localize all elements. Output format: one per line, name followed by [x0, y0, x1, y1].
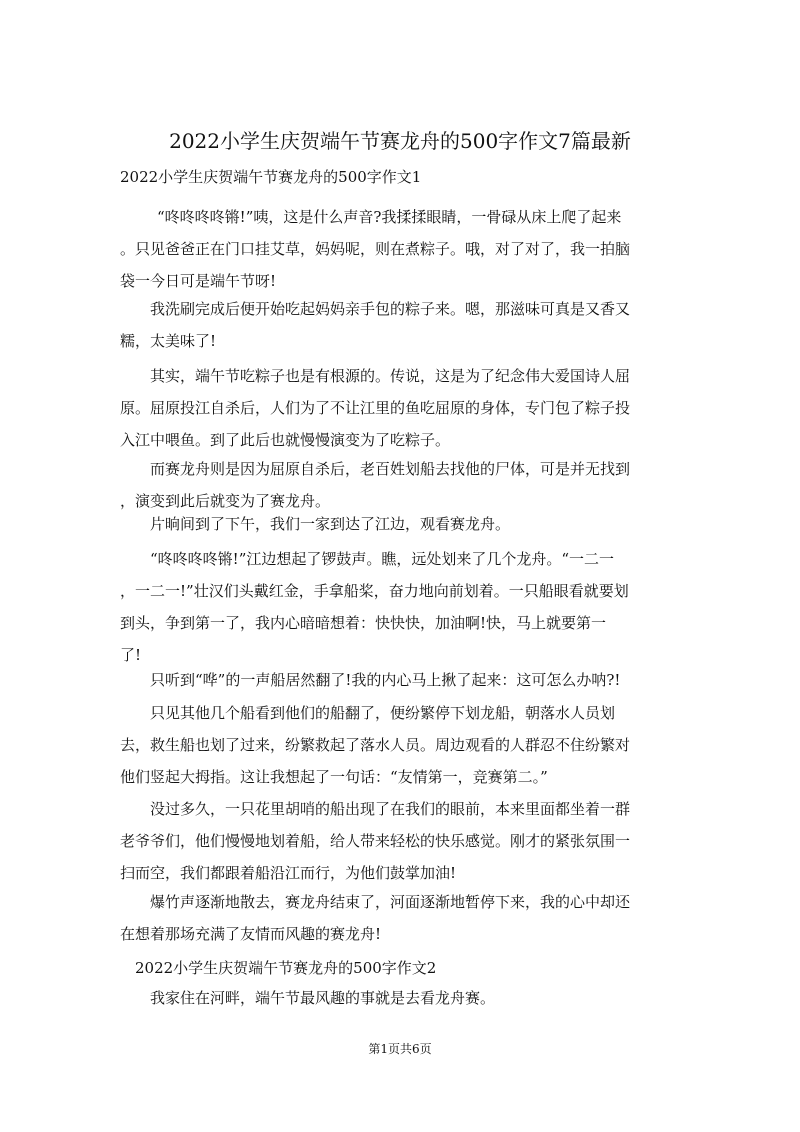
- paragraph-line: ，一二一!”壮汉们头戴红金，手拿船桨，奋力地向前划着。一只船眼看就要划: [120, 582, 629, 600]
- paragraph-line: 我家住在河畔，端午节最风趣的事就是去看龙舟赛。: [150, 989, 496, 1007]
- paragraph-line: 其实，端午节吃粽子也是有根源的。传说，这是为了纪念伟大爱国诗人屈: [150, 367, 631, 385]
- essay1-paragraph-6: [120, 543, 629, 671]
- paragraph-line: 片晌间到了下午，我们一家到达了江边，观看赛龙舟。: [150, 515, 511, 533]
- essay1-paragraph-8: [120, 697, 630, 793]
- paragraph-line: 只听到“哗”的一声船居然翻了!我的内心马上揪了起来：这可怎么办呐?!: [150, 671, 621, 689]
- paragraph-line: 糯，太美味了!: [120, 332, 217, 350]
- paragraph-line: 扫而空，我们都跟着船沿江而行，为他们鼓掌加油!: [120, 864, 457, 882]
- essay1-paragraph-3: [120, 360, 630, 456]
- paragraph-line: 老爷爷们，他们慢慢地划着船，给人带来轻松的快乐感觉。刚才的紧张氛围一: [120, 832, 631, 850]
- paragraph-line: 他们竖起大拇指。这让我想起了一句话：“友情第一，竞赛第二。”: [120, 768, 548, 786]
- document-title: 2022小学生庆贺端午节赛龙舟的500字作文7篇最新: [169, 129, 631, 153]
- essay1-paragraph-9: [120, 793, 630, 889]
- essay1-heading: 2022小学生庆贺端午节赛龙舟的500字作文1: [120, 168, 422, 186]
- essay1-paragraph-2: [120, 293, 630, 357]
- paragraph-line: 而赛龙舟则是因为屈原自杀后，老百姓划船去找他的尸体，可是并无找到: [150, 460, 631, 478]
- paragraph-line: “咚咚咚咚锵!”咦，这是什么声音?我揉揉眼睛，一骨碌从床上爬了起来: [157, 208, 622, 226]
- essay1-paragraph-1: [120, 201, 630, 297]
- paragraph-line: 爆竹声逐渐地散去，赛龙舟结束了，河面逐渐地暂停下来，我的心中却还: [150, 893, 631, 911]
- essay2-paragraph-1: [120, 982, 495, 1014]
- essay1-paragraph-5: [120, 508, 510, 540]
- paragraph-line: 原。屈原投江自杀后，人们为了不让江里的鱼吃屈原的身体，专门包了粽子投: [120, 399, 631, 417]
- paragraph-line: 我洗刷完成后便开始吃起妈妈亲手包的粽子来。嗯，那滋味可真是又香又: [150, 300, 631, 318]
- paragraph-line: 去，救生船也划了过来，纷繁救起了落水人员。周边观看的人群忍不住纷繁对: [120, 736, 631, 754]
- page-number-footer: 第1页共6页: [368, 1042, 432, 1056]
- paragraph-line: 在想着那场充满了友情而风趣的赛龙舟!: [120, 925, 382, 943]
- paragraph-line: 。只见爸爸正在门口挂艾草，妈妈呢，则在煮粽子。哦，对了对了，我一拍脑: [120, 240, 631, 258]
- paragraph-line: ，演变到此后就变为了赛龙舟。: [120, 492, 331, 510]
- paragraph-line: 到头，争到第一了，我内心暗暗想着：快快快，加油啊!快，马上就要第一: [120, 614, 607, 632]
- paragraph-line: 没过多久，一只花里胡哨的船出现了在我们的眼前，本来里面都坐着一群: [150, 800, 631, 818]
- paragraph-line: 袋一今日可是端午节呀!: [120, 272, 277, 290]
- paragraph-line: “咚咚咚咚锵!”江边想起了锣鼓声。瞧，远处划来了几个龙舟。“一二一: [150, 550, 615, 568]
- essay1-paragraph-7: [120, 664, 620, 696]
- paragraph-line: 了!: [120, 646, 142, 664]
- paragraph-line: 只见其他几个船看到他们的船翻了，便纷繁停下划龙船，朝落水人员划: [150, 704, 616, 722]
- paragraph-line: 入江中喂鱼。到了此后也就慢慢演变为了吃粽子。: [120, 431, 451, 449]
- essay2-heading: 2022小学生庆贺端午节赛龙舟的500字作文2: [135, 959, 437, 977]
- essay1-paragraph-10: [120, 886, 630, 950]
